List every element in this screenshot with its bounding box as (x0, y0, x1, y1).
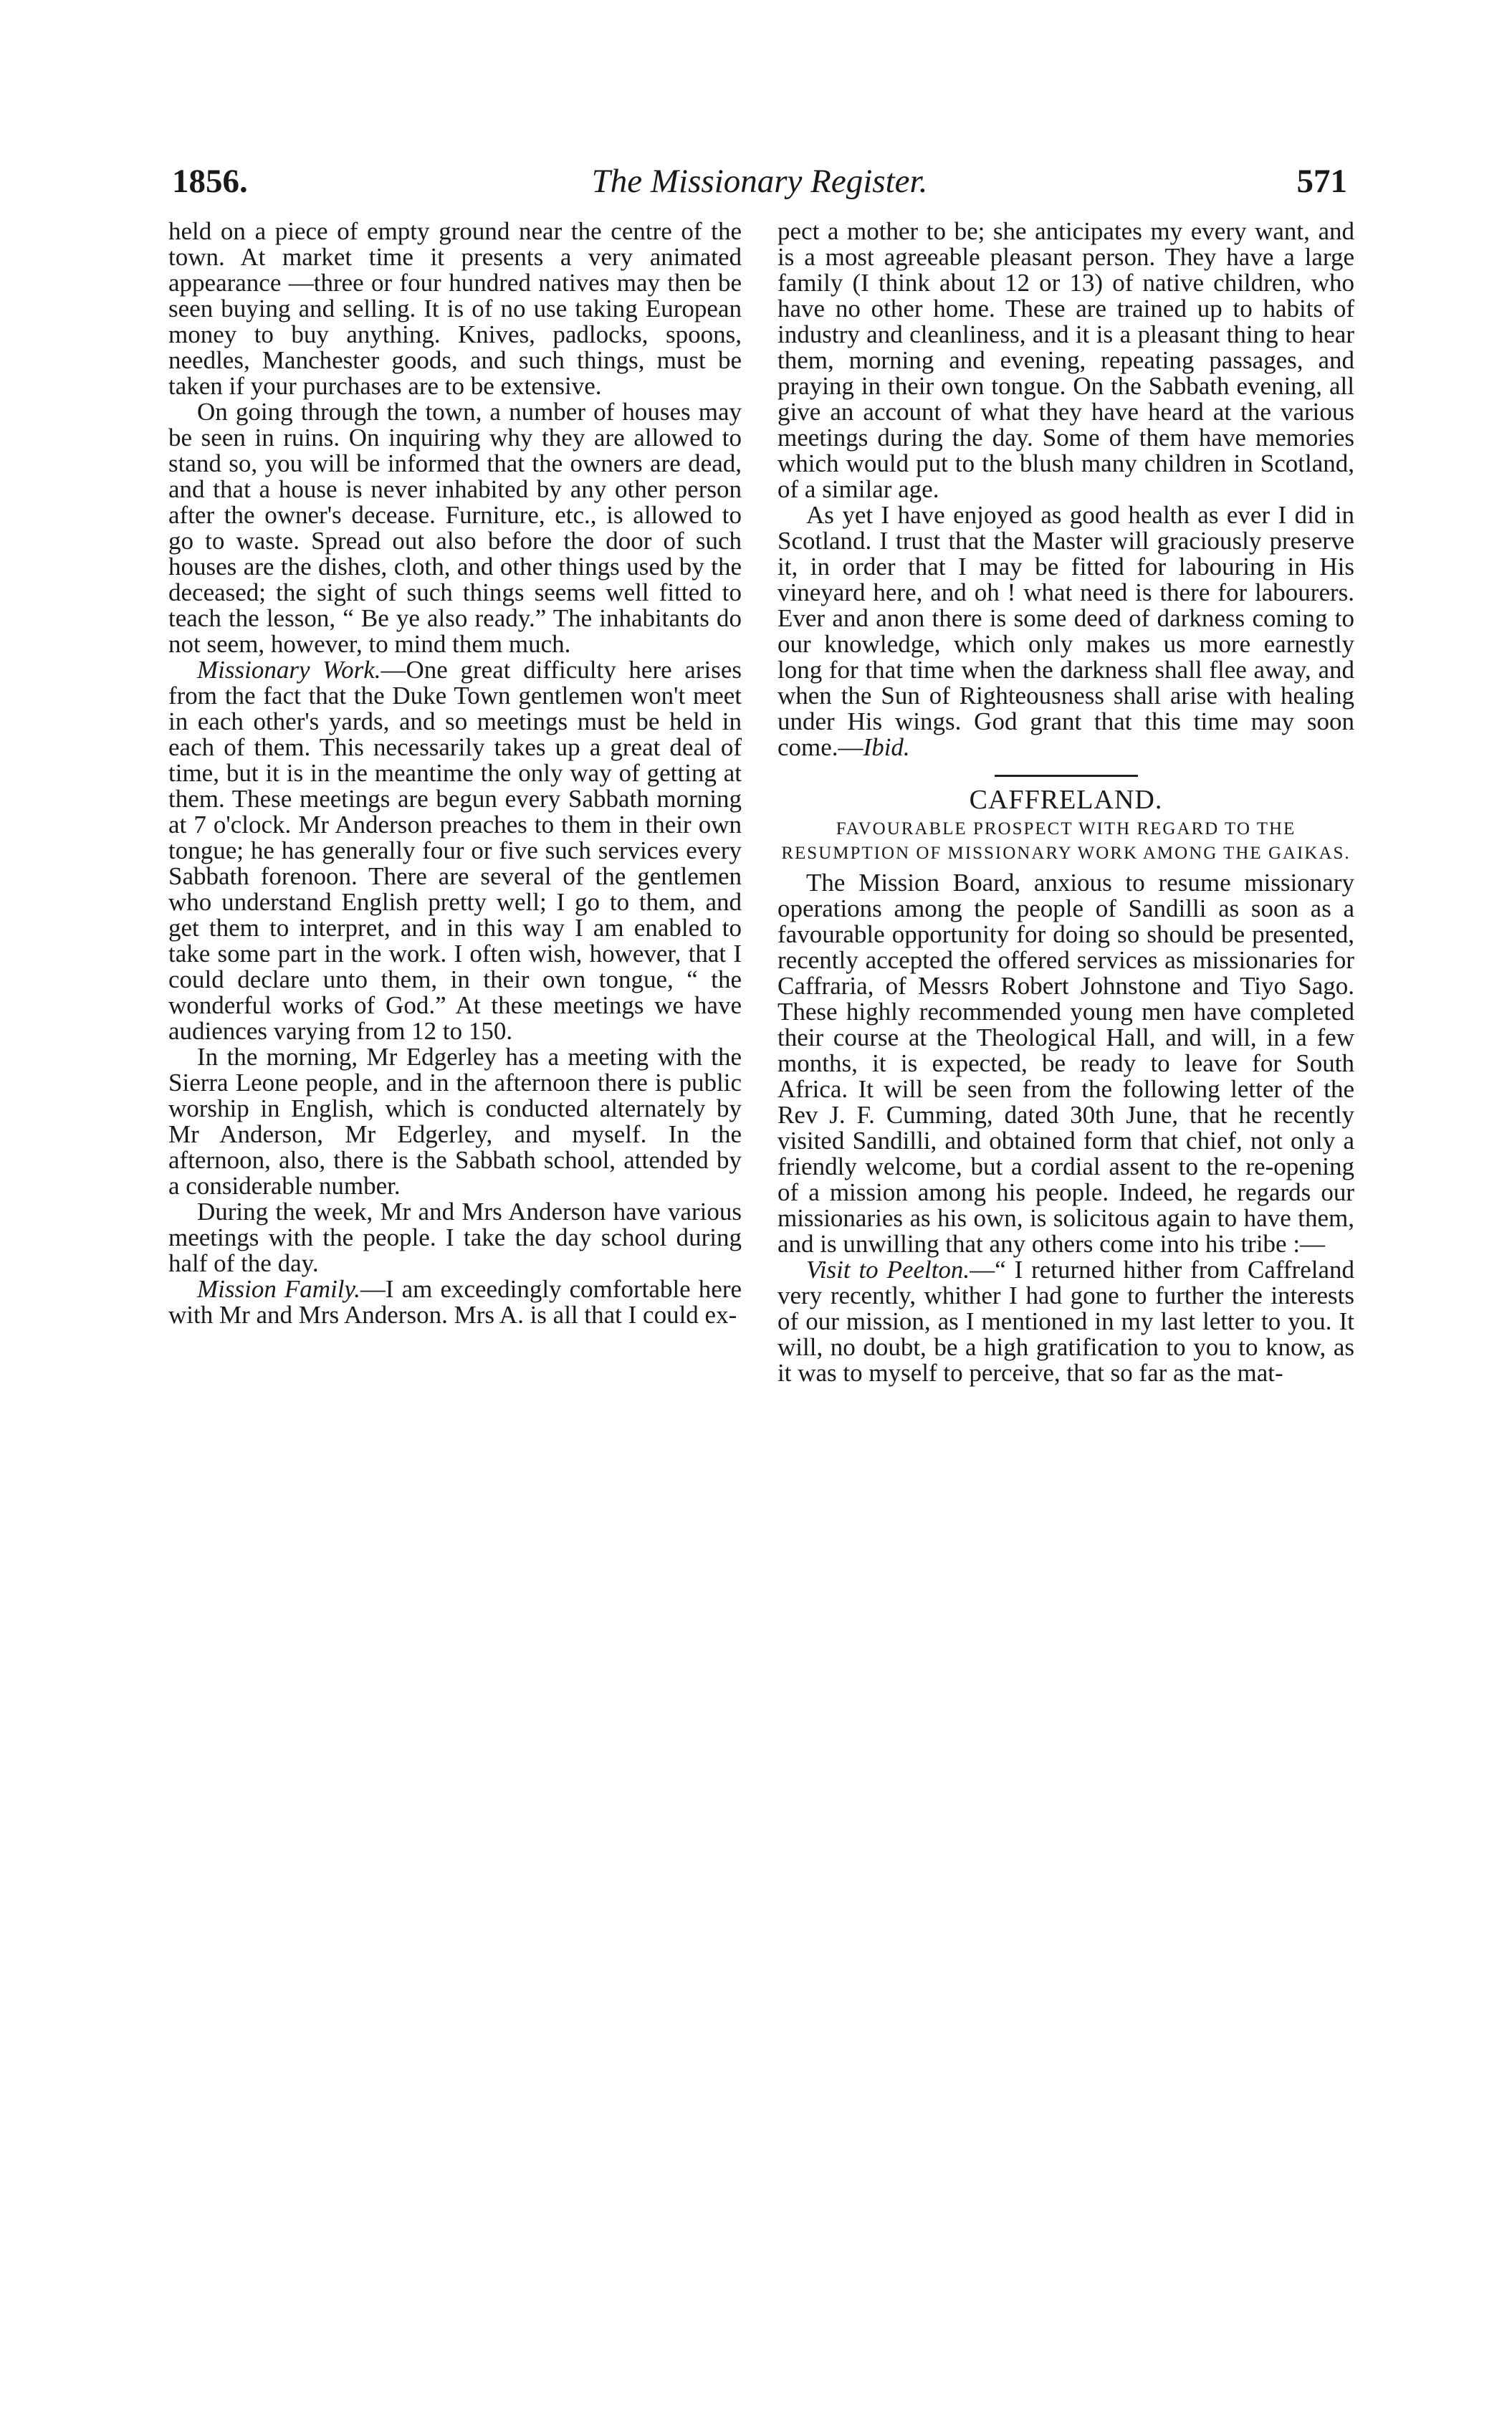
header-year: 1856. (172, 163, 248, 200)
paragraph: pect a mother to be; she anticipates my every want, and is a most agreeable pleasant person. They have a large family (I think about 12 or 13) of native children, who have no other home. These are trained up to habits of industry and cleanliness, and it is a pleasant thing to hear them, morning and evening, repeating passages, and praying in their own tongue. On the Sabbath evening, all give an account of what they have heard at the various meetings during the day. Some of them have memories which would put to the blush many children in Scotland, of a similar age. (777, 217, 1354, 503)
paragraph (777, 502, 1354, 760)
paragraph-heading: Missionary Work. (197, 656, 381, 684)
paragraph-heading: Mission Family. (197, 1275, 360, 1303)
page-number: 571 (1296, 163, 1347, 200)
paragraph: On going through the town, a number of houses may be seen in ruins. On inquiring why they are allowed to stand so, you will be informed that the owners are dead, and that a house is never inhabited by any other person after the owner's decease. Furniture, etc., is allowed to go to waste. Spread out also before the door of such houses are the dishes, cloth, and other things used by the deceased; the sight of such things seems well fitted to teach the lesson, “ Be ye also ready.” The inhabitants do not seem, however, to mind them much. (168, 398, 742, 658)
paragraph: The Mission Board, anxious to resume missionary operations among the people of Sandilli as soon as a favourable opportunity for doing so should be presented, recently accepted the offered services as missionaries for Caffraria, of Messrs Robert Johnstone and Tiyo Sago. These highly recommended young men have completed their course at the Theological Hall, and will, in a few months, it is expected, be ready to leave for South Africa. It will be seen from the following letter of the Rev J. F. Cumming, dated 30th June, that he recently visited Sandilli, and obtained form that chief, not only a friendly welcome, but a cordial assent to the re-opening of a mission among his people. Indeed, he regards our missionaries as his own, is solicitous again to have them, and is unwilling that any others come into his tribe :— (777, 869, 1354, 1258)
citation: Ibid. (863, 733, 910, 761)
section-divider (995, 775, 1138, 777)
paragraph: In the morning, Mr Edgerley has a meeting with the Sierra Leone people, and in the afternoon there is public worship in English, which is conducted alternately by Mr Anderson, Mr Edgerley, and myself. In the afternoon, also, there is the Sabbath school, attended by a considerable number. (168, 1043, 742, 1200)
paragraph: held on a piece of empty ground near the centre of the town. At market time it presents a very animated appearance —three or four hundred natives may then be seen buying and selling. It is of no use taking European money to buy anything. Knives, padlocks, spoons, needles, Manchester goods, and such things, must be taken if your purchases are to be extensive. (168, 217, 742, 400)
section-subtitle: FAVOURABLE PROSPECT WITH REGARD TO THE RESUMPTION OF MISSIONARY WORK AMONG THE GAIKAS. (781, 819, 1351, 863)
left-column (168, 219, 742, 1328)
header-title: The Missionary Register. (591, 163, 928, 200)
paragraph (168, 1276, 742, 1328)
running-header (172, 156, 1347, 206)
paragraph (168, 657, 742, 1044)
section-title: CAFFRELAND. (969, 785, 1163, 815)
paragraph-heading: Visit to Peelton. (806, 1256, 970, 1284)
paragraph-body: —One great difficulty here arises from the fact that the Duke Town gentlemen won't meet in each other's yards, and so meetings must be held in each of them. This necessarily takes up a great deal of time, but it is in the meantime the only way of getting at them. These meetings are begun every Sabbath morning at 7 o'clock. Mr Anderson preaches to them in their own tongue; he has generally four or five such services every Sabbath forenoon. There are several of the gentlemen who understand English pretty well; I go to them, and get them to interpret, and in this way I am enabled to take some part in the work. I often wish, however, that I could declare unto them, in their own tongue, “ the wonderful works of God.” At these meetings we have audiences varying from 12 to 150. (168, 656, 742, 1045)
paragraph (777, 1257, 1354, 1386)
paragraph-body: —I am exceedingly comfortable here with Mr and Mrs Anderson. Mrs A. is all that I could ex- (168, 1275, 742, 1329)
paragraph-body: —“ I returned hither from Caffreland very recently, whither I had gone to further the interests of our mission, as I mentioned in my last letter to you. It will, no doubt, be a high gratification to you to know, as it was to myself to perceive, that so far as the mat- (777, 1256, 1354, 1387)
right-column (777, 219, 1354, 1386)
paragraph: During the week, Mr and Mrs Anderson have various meetings with the people. I take the day school during half of the day. (168, 1198, 742, 1277)
paragraph-body: As yet I have enjoyed as good health as ever I did in Scotland. I trust that the Master will graciously preserve it, in order that I may be fitted for labouring in His vineyard here, and oh ! what need is there for labourers. Ever and anon there is some deed of darkness coming to our knowledge, which only makes us more earnestly long for that time when the darkness shall flee away, and when the Sun of Righteousness shall arise with healing under His wings. God grant that this time may soon come.— (777, 501, 1354, 761)
